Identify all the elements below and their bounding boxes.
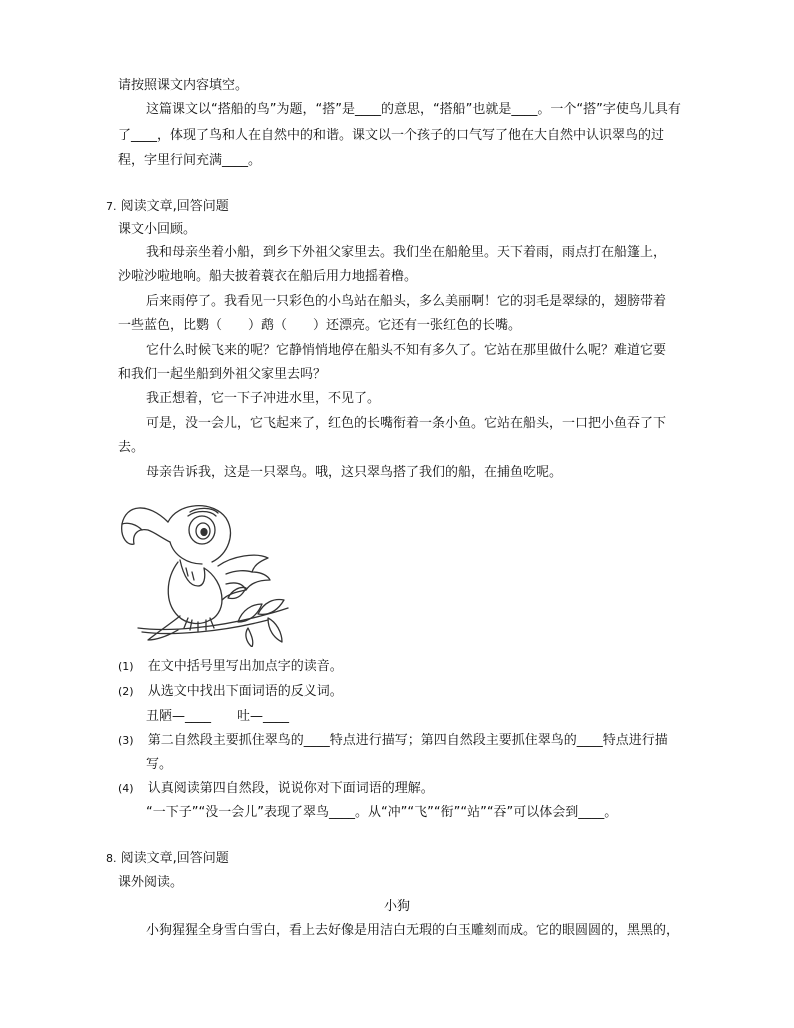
antonym-blanks: 丑陋—____ 吐—____ [146,709,290,724]
q7-paragraph: 沙啦沙啦地响。船夫披着蓑衣在船后用力地摇着橹。 [118,269,418,284]
q8-paragraph: 小狗猩猩全身雪白雪白，看上去好像是用洁白无瑕的白玉雕刻而成。它的眼圆圆的，黑黑的， [146,923,680,938]
q8-sub: 课外阅读。 [118,875,184,890]
intro-heading: 请按照课文内容填空。 [118,78,249,93]
q7-header [106,198,229,216]
q7-heading: 阅读文章,回答问题 [120,199,229,214]
item-text: 从选文中找出下面词语的反义词。 [147,684,343,699]
q7-paragraph: 一些蓝色，比鹦（ ）鹉（ ）还漂亮。它还有一张红色的长嘴。 [118,318,522,333]
q7-paragraph: 我和母亲坐着小船，到乡下外祖父家里去。我们坐在船舱里。天下着雨，雨点打在船篷上， [146,245,667,260]
q7-item [118,732,668,750]
item-number: (1) [118,660,134,673]
q7-number: 7. [106,200,117,213]
q7-item [118,683,343,701]
q7-sub: 课文小回顾。 [118,222,197,237]
q7-paragraph: 可是，没一会儿，它飞起来了，红色的长嘴衔着一条小鱼。它站在船头，一口把小鱼吞了下 [146,416,667,431]
item-text-cont: “一下子”“没一会儿”表现了翠鸟____。从“冲”“飞”“衔”“站”“吞”可以体会到____。 [146,805,618,820]
q7-paragraph: 它什么时候飞来的呢？它静悄悄地停在船头不知有多久了。它站在那里做什么呢？难道它要 [146,343,667,358]
item-number: (3) [118,734,134,747]
q7-item [118,658,343,676]
q7-paragraph: 去。 [118,440,145,455]
q7-paragraph: 我正想着，它一下子冲进水里，不见了。 [146,391,381,406]
q7-paragraph: 后来雨停了。我看见一只彩色的小鸟站在船头，多么美丽啊！它的羽毛是翠绿的，翅膀带着 [146,294,667,309]
q7-paragraph: 和我们一起坐船到外祖父家里去吗？ [118,367,327,382]
item-text: 认真阅读第四自然段，说说你对下面词语的理解。 [147,781,434,796]
item-text: 第二自然段主要抓住翠鸟的____特点进行描写；第四自然段主要抓住翠鸟的____特点进行描 [147,733,668,748]
bird-illustration [118,482,290,647]
item-text: 在文中括号里写出加点字的读音。 [147,659,343,674]
intro-line: 这篇课文以“搭船的鸟”为题，“搭”是____的意思，“搭船”也就是____。一个“搭”字使鸟儿具有 [146,102,681,117]
item-text-cont: 写。 [146,757,173,772]
q8-header [106,850,229,868]
item-number: (2) [118,685,134,698]
q7-paragraph: 母亲告诉我，这是一只翠鸟。哦，这只翠鸟搭了我们的船，在捕鱼吃呢。 [146,465,563,480]
item-number: (4) [118,782,134,795]
q7-item [118,780,434,798]
q8-number: 8. [106,852,117,865]
intro-line: 程，字里行间充满____。 [118,153,262,168]
story-title: 小狗 [383,899,410,914]
intro-line: 了____，体现了鸟和人在自然中的和谐。课文以一个孩子的口气写了他在大自然中认识翠鸟的过 [118,128,665,143]
q8-heading: 阅读文章,回答问题 [120,851,229,866]
